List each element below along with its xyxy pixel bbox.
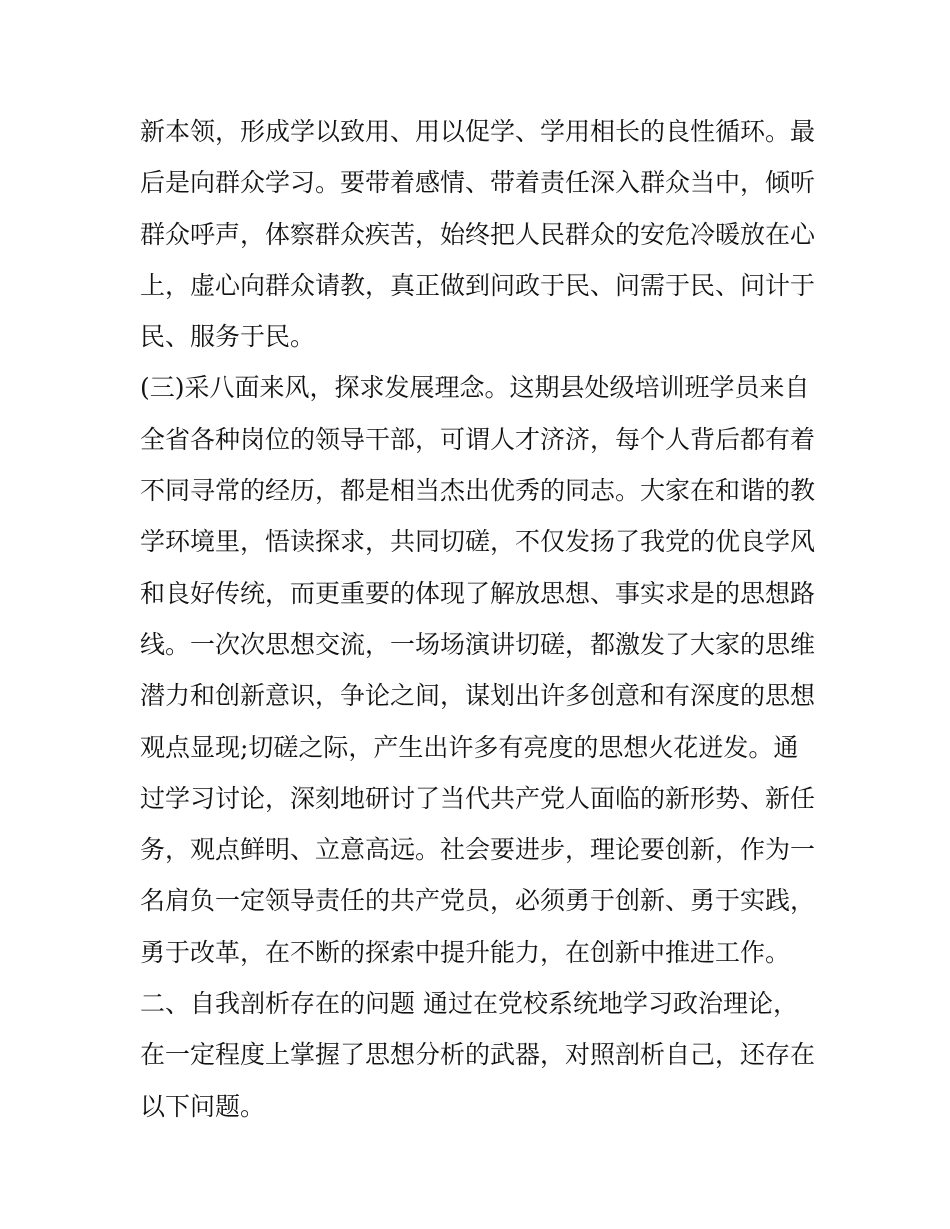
section-heading-line: (三)采八面来风，探求发展理念。这期县处级培训班学员来自 [140, 373, 810, 403]
text-line: 线。一次次思想交流，一场场演讲切磋，都激发了大家的思维 [140, 629, 816, 659]
text-line: 全省各种岗位的领导干部，可谓人才济济，每个人背后都有着 [140, 424, 816, 454]
text-line: 潜力和创新意识，争论之间，谋划出许多创意和有深度的思想 [140, 681, 816, 711]
text-line: 新本领，形成学以致用、用以促学、学用相长的良性循环。最 [140, 117, 816, 146]
text-line: 民、服务于民。 [140, 322, 316, 352]
section-heading-line: 二、自我剖析存在的问题 通过在党校系统地学习政治理论， [140, 989, 798, 1019]
text-line: 学环境里，悟读探求，共同切磋，不仅发扬了我党的优良学风 [140, 527, 816, 557]
text-line: 过学习讨论，深刻地研讨了当代共产党人面临的新形势、新任 [140, 783, 816, 813]
text-line: 务，观点鲜明、立意高远。社会要进步，理论要创新，作为一 [140, 835, 816, 865]
text-line: 勇于改革，在不断的探索中提升能力，在创新中推进工作。 [140, 937, 791, 967]
text-line: 在一定程度上掌握了思想分析的武器，对照剖析自己，还存在 [140, 1040, 816, 1070]
text-line: 以下问题。 [140, 1091, 266, 1121]
text-line: 群众呼声，体察群众疾苦，始终把人民群众的安危冷暖放在心 [140, 219, 816, 249]
text-line: 和良好传统，而更重要的体现了解放思想、事实求是的思想路 [140, 578, 816, 608]
text-line: 名肩负一定领导责任的共产党员，必须勇于创新、勇于实践， [140, 886, 816, 916]
text-line: 上，虚心向群众请教，真正做到问政于民、问需于民、问计于 [140, 270, 816, 300]
text-line: 观点显现;切磋之际，产生出许多有亮度的思想火花迸发。通 [140, 732, 799, 762]
text-line: 后是向群众学习。要带着感情、带着责任深入群众当中，倾听 [140, 168, 816, 198]
text-line: 不同寻常的经历，都是相当杰出优秀的同志。大家在和谐的教 [140, 476, 816, 506]
document-body [140, 106, 820, 1132]
